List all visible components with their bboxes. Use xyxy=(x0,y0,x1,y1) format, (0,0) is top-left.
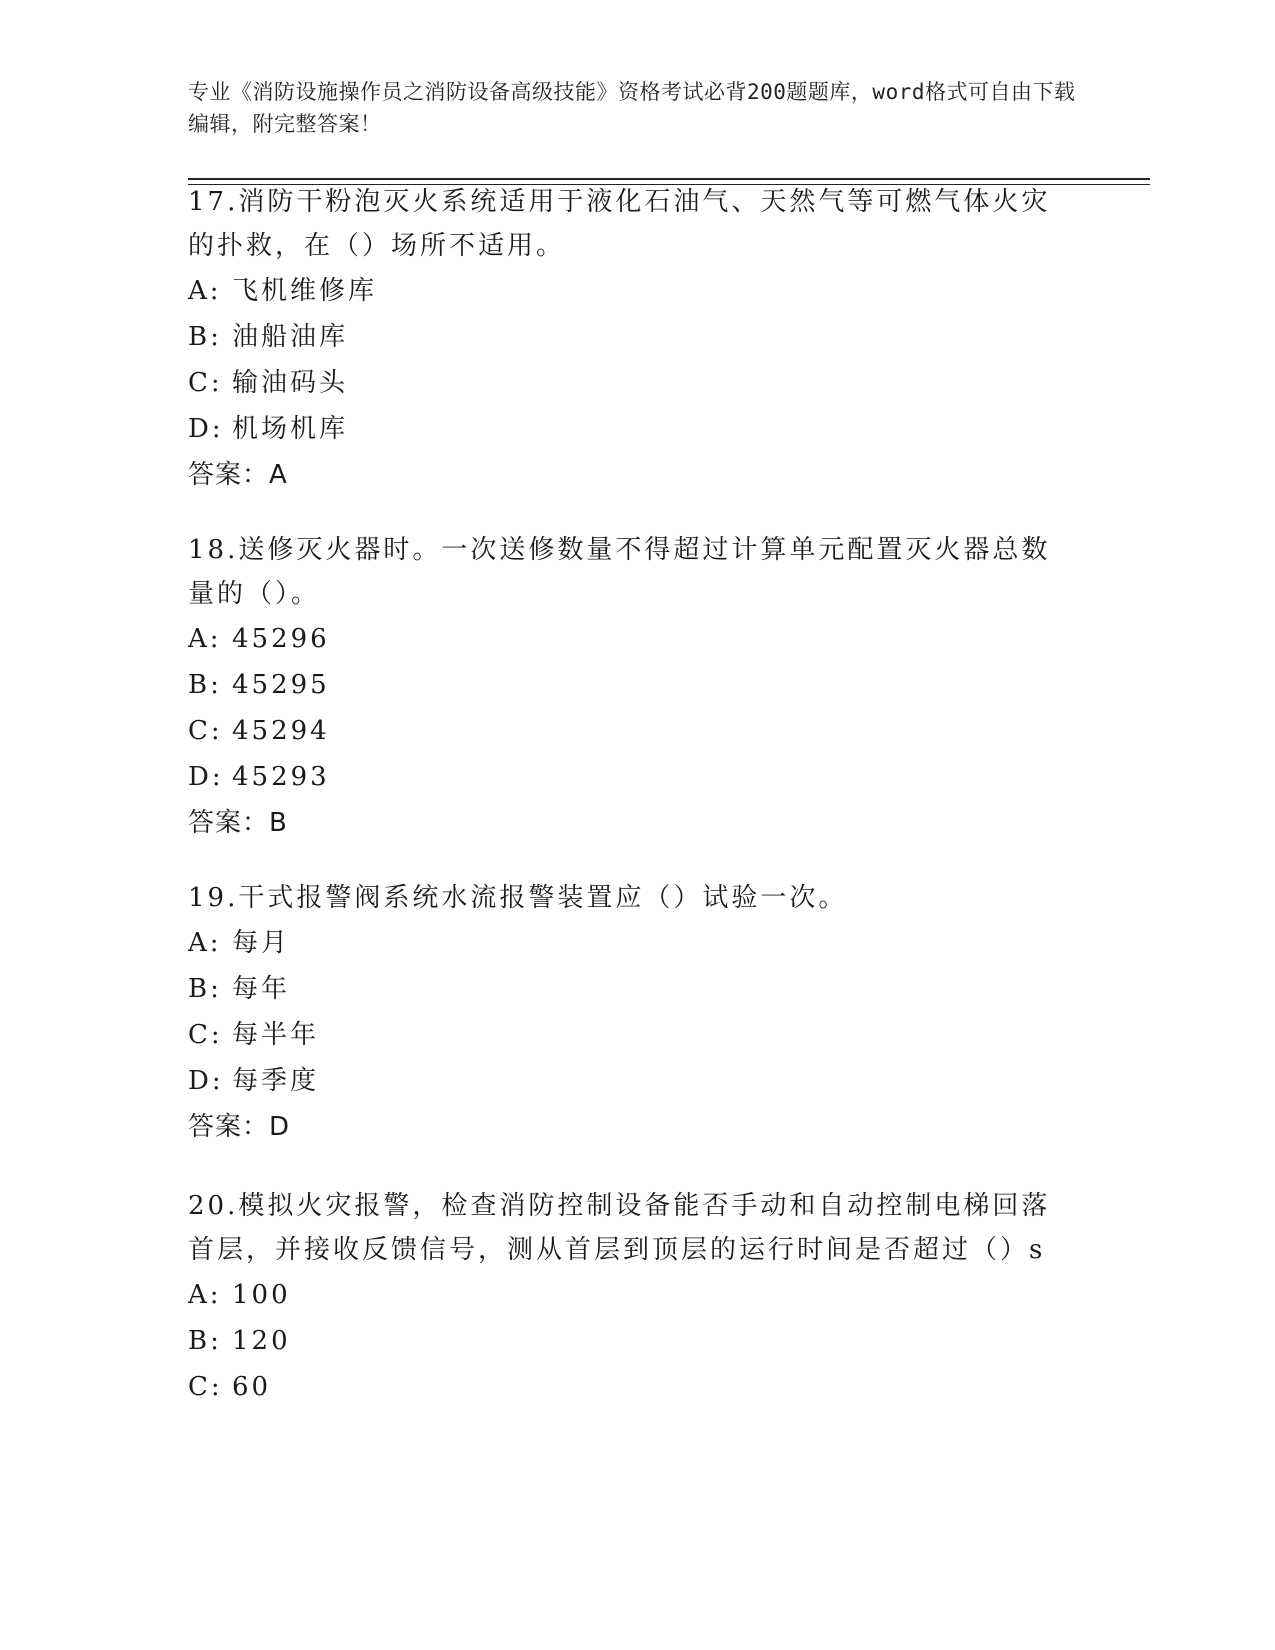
option-text: 每半年 xyxy=(232,1020,320,1050)
option-label: D: xyxy=(188,762,224,792)
question-18 xyxy=(188,528,1078,846)
option-text: 每月 xyxy=(232,928,291,958)
option-text: 输油码头 xyxy=(232,368,349,398)
option-label: B: xyxy=(188,670,222,700)
question-stem: 17.消防干粉泡灭火系统适用于液化石油气、天然气等可燃气体火灾的扑救，在（）场所不适用。 xyxy=(188,187,1051,261)
option-label: A: xyxy=(188,928,222,958)
option-text: 45295 xyxy=(232,670,330,700)
option-text: 每季度 xyxy=(232,1066,320,1096)
option-text: 120 xyxy=(232,1326,291,1356)
option-a xyxy=(188,268,1078,314)
question-20 xyxy=(188,1184,1078,1410)
option-label: B: xyxy=(188,974,222,1004)
option-text: 45296 xyxy=(232,624,330,654)
option-c xyxy=(188,1012,1078,1058)
option-label: B: xyxy=(188,322,222,352)
option-text: 每年 xyxy=(232,974,291,1004)
option-label: A: xyxy=(188,276,222,306)
option-label: A: xyxy=(188,1280,222,1310)
option-a xyxy=(188,1272,1078,1318)
question-17 xyxy=(188,180,1078,498)
option-text: 60 xyxy=(232,1372,272,1402)
option-c xyxy=(188,708,1078,754)
question-stem: 20.模拟火灾报警，检查消防控制设备能否手动和自动控制电梯回落首层，并接收反馈信号，测从首层到顶层的运行时间是否超过（）s xyxy=(188,1191,1051,1265)
option-d xyxy=(188,406,1078,452)
question-stem: 18.送修灭火器时。一次送修数量不得超过计算单元配置灭火器总数量的（）。 xyxy=(188,535,1051,609)
document-intro: 专业《消防设施操作员之消防设备高级技能》资格考试必背200题题库，word格式可自由下载编辑，附完整答案！ xyxy=(188,80,1076,136)
option-label: C: xyxy=(188,716,223,746)
option-d xyxy=(188,1058,1078,1104)
answer-key: 答案：D xyxy=(188,1112,291,1142)
option-b xyxy=(188,662,1078,708)
option-a xyxy=(188,616,1078,662)
question-19 xyxy=(188,876,1078,1150)
question-stem: 19.干式报警阀系统水流报警装置应（）试验一次。 xyxy=(188,883,848,913)
option-d xyxy=(188,754,1078,800)
answer-key: 答案：B xyxy=(188,808,288,838)
option-b xyxy=(188,314,1078,360)
option-text: 45293 xyxy=(232,762,330,792)
option-c xyxy=(188,360,1078,406)
answer-key: 答案：A xyxy=(188,460,288,490)
option-b xyxy=(188,1318,1078,1364)
option-label: C: xyxy=(188,1020,223,1050)
option-b xyxy=(188,966,1078,1012)
option-label: C: xyxy=(188,368,223,398)
option-label: C: xyxy=(188,1372,223,1402)
option-text: 机场机库 xyxy=(232,414,349,444)
option-text: 飞机维修库 xyxy=(232,276,378,306)
option-text: 45294 xyxy=(232,716,330,746)
option-label: B: xyxy=(188,1326,222,1356)
option-a xyxy=(188,920,1078,966)
option-label: A: xyxy=(188,624,222,654)
option-label: D: xyxy=(188,1066,224,1096)
option-text: 油船油库 xyxy=(232,322,349,352)
option-label: D: xyxy=(188,414,224,444)
option-c xyxy=(188,1364,1078,1410)
option-text: 100 xyxy=(232,1280,291,1310)
